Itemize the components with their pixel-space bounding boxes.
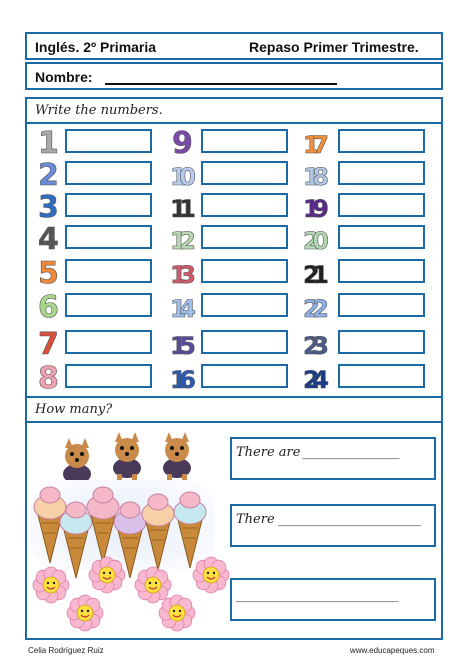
number-label: 6 bbox=[38, 290, 59, 325]
number-figure bbox=[170, 190, 204, 223]
number-answer-box[interactable] bbox=[65, 330, 152, 354]
number-answer-box[interactable] bbox=[338, 259, 425, 283]
number-label: 24 bbox=[303, 366, 329, 394]
number-label: 20 bbox=[303, 227, 329, 255]
dogs-group bbox=[55, 432, 205, 484]
number-label: 4 bbox=[38, 222, 59, 257]
smiling-flower-icon bbox=[158, 594, 196, 632]
number-figure bbox=[170, 290, 204, 323]
number-answer-box[interactable] bbox=[338, 364, 425, 388]
number-figure bbox=[170, 256, 204, 289]
number-figure bbox=[170, 327, 204, 360]
number-answer-box[interactable] bbox=[338, 225, 425, 249]
number-figure bbox=[303, 327, 337, 360]
number-answer-box[interactable] bbox=[338, 161, 425, 185]
number-label: 18 bbox=[303, 163, 329, 191]
number-label: 16 bbox=[170, 366, 196, 394]
answer-box-icecreams[interactable] bbox=[230, 504, 436, 547]
number-label: 2 bbox=[38, 158, 59, 193]
answer-box-dogs[interactable] bbox=[230, 437, 436, 480]
number-answer-box[interactable] bbox=[201, 161, 288, 185]
number-label: 7 bbox=[38, 327, 59, 362]
number-answer-box[interactable] bbox=[201, 293, 288, 317]
smiling-flower-icon bbox=[66, 594, 104, 632]
number-label: 19 bbox=[303, 195, 329, 223]
number-figure bbox=[303, 222, 337, 255]
there-blank: ______________________ bbox=[278, 512, 421, 527]
number-answer-box[interactable] bbox=[201, 330, 288, 354]
number-label: 1 bbox=[38, 126, 59, 161]
there-are-blank: _______________ bbox=[302, 445, 400, 460]
flowers-blank: _________________________ bbox=[236, 588, 399, 603]
smiling-flower-icon bbox=[32, 566, 70, 604]
number-figure bbox=[303, 361, 337, 394]
number-label: 13 bbox=[170, 261, 196, 289]
number-figure bbox=[303, 290, 337, 323]
name-label: Nombre: bbox=[35, 69, 93, 85]
number-answer-box[interactable] bbox=[201, 129, 288, 153]
number-label: 23 bbox=[303, 332, 329, 360]
number-answer-box[interactable] bbox=[201, 364, 288, 388]
number-answer-box[interactable] bbox=[65, 225, 152, 249]
number-answer-box[interactable] bbox=[201, 259, 288, 283]
number-label: 21 bbox=[303, 261, 329, 289]
yorkie-dog-icon bbox=[105, 432, 149, 482]
number-answer-box[interactable] bbox=[338, 293, 425, 317]
number-figure bbox=[303, 256, 337, 289]
smiling-flower-icon bbox=[88, 556, 126, 594]
footer-site: www.educapeques.com bbox=[350, 646, 435, 655]
there-prefix: There bbox=[236, 512, 275, 527]
name-line[interactable] bbox=[105, 83, 337, 85]
number-answer-box[interactable] bbox=[65, 364, 152, 388]
number-answer-box[interactable] bbox=[65, 259, 152, 283]
header-left-title: Inglés. 2º Primaria bbox=[35, 39, 157, 55]
number-answer-box[interactable] bbox=[65, 293, 152, 317]
number-figure bbox=[303, 190, 337, 223]
number-label: 15 bbox=[170, 332, 196, 360]
yorkie-dog-icon bbox=[155, 432, 199, 482]
number-figure bbox=[170, 361, 204, 394]
number-label: 11 bbox=[170, 195, 196, 223]
number-label: 10 bbox=[170, 163, 196, 191]
footer-author: Celia Rodríguez Ruiz bbox=[28, 646, 104, 655]
number-figure bbox=[303, 126, 337, 159]
there-are-prefix: There are bbox=[236, 445, 301, 460]
number-label: 3 bbox=[38, 190, 59, 225]
number-answer-box[interactable] bbox=[338, 330, 425, 354]
answer-box-flowers[interactable] bbox=[230, 578, 436, 621]
number-answer-box[interactable] bbox=[65, 193, 152, 217]
name-box bbox=[25, 62, 443, 90]
number-answer-box[interactable] bbox=[338, 193, 425, 217]
header-right-title: Repaso Primer Trimestre. bbox=[249, 39, 419, 55]
number-figure bbox=[170, 158, 204, 191]
write-numbers-title: Write the numbers. bbox=[35, 103, 163, 118]
number-label: 12 bbox=[170, 227, 196, 255]
number-label: 17 bbox=[303, 131, 329, 159]
ice-cream-cone-icon bbox=[140, 492, 176, 572]
number-answer-box[interactable] bbox=[201, 193, 288, 217]
smiling-flower-icon bbox=[192, 556, 230, 594]
how-many-title: How many? bbox=[35, 402, 113, 417]
header-title-box bbox=[25, 32, 443, 60]
number-answer-box[interactable] bbox=[65, 129, 152, 153]
number-answer-box[interactable] bbox=[338, 129, 425, 153]
write-numbers-box bbox=[25, 97, 443, 124]
number-answer-box[interactable] bbox=[65, 161, 152, 185]
number-label: 8 bbox=[38, 361, 59, 396]
number-figure bbox=[170, 222, 204, 255]
number-label: 5 bbox=[38, 256, 59, 291]
number-answer-box[interactable] bbox=[201, 225, 288, 249]
how-many-box bbox=[25, 396, 443, 423]
number-figure bbox=[170, 126, 204, 161]
number-figure bbox=[303, 158, 337, 191]
number-label: 22 bbox=[303, 295, 329, 323]
number-label: 9 bbox=[172, 126, 193, 161]
number-label: 14 bbox=[170, 295, 196, 323]
